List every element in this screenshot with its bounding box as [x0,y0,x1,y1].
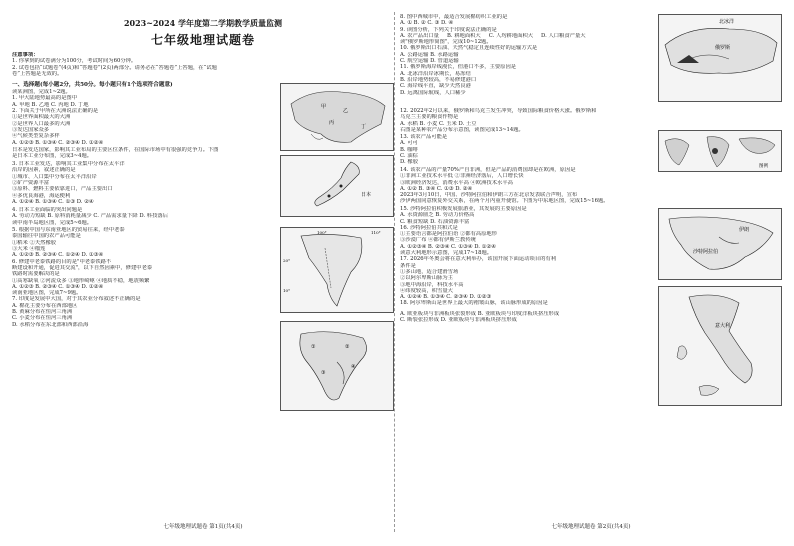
question-line: 读某洲图，完成1~2题。 [12,89,71,96]
question-line: A. 北冰洋沿岸冰期长，易冻结 [400,70,471,77]
question-line: A. 水稻 B. 小麦 C. 玉米 D. 土豆 [400,120,477,127]
southasia-map-graphic [281,322,393,410]
question-line: ③原料、燃料主要依靠进口，产品主要出口 [12,186,113,193]
option: A. 农产品出口量 [400,32,439,39]
map-label: ③ [321,370,326,377]
question-line: ①是世界面积最大的大洲 [12,114,71,121]
question-line: 16. 沙特阿拉伯共和式是 [400,224,458,231]
page-footer: 七年级地理试题卷 第2页(共4页) [551,524,631,530]
question-line: ①多山地，适合建滑雪场 [400,268,459,275]
question-line: ①高寒缺氧 ②河流众多 ③地形崎岖 ④地质不稳，地震频繁 [12,277,150,284]
question-line: 14. 该农产品的产量70%产自非洲，但是产品的消费国却是在欧洲，原因是 [400,167,576,173]
map-label: 沙特阿拉伯 [693,249,719,255]
italy-map-graphic [659,287,781,405]
map-label: 20° [283,258,291,264]
question-line: ③大米 ④榴莲 [12,246,46,253]
question-line: ③欧洲经济发达，消费水平高 ④欧洲技术水平高 [400,179,513,186]
map-label: 日本 [361,192,372,199]
page-divider [394,12,396,532]
question-line: 1. 甲大陆地势最高的是图中 [12,95,78,102]
question-line: A. 欧亚板块与非洲板块张裂形成 B. 亚欧板块与印度洋板块挤压形成 [400,311,560,317]
question-column [400,14,655,96]
question-line: A. 水资源匮乏 B. 劳动力价格高 [400,212,475,219]
map-label: 乙 [343,108,349,115]
question-line: ①非洲工业技术水平低 ②非洲经济落后，人口增长快 [400,173,524,180]
exam-header: 2023~2024 学年度第二学期教学质量监测 [123,18,283,28]
question-line: D. 橡胶 [400,159,419,166]
question-line: 8. 图中西城市中，最适合发展棉纺织工业的是 [400,14,508,20]
question-line: A. 甲地 B. 乙地 C. 丙地 D. 丁地 [12,101,89,108]
note-line: 1. 你拿到的试卷满分为100分，考试时间为60分钟。 [12,58,137,65]
option: C. 人均耕地面积大 [488,32,534,39]
question-line: 17. 2026年冬奥会将在意大利举办，该国开展下面运动项目的有利 [400,256,557,263]
question-column [400,206,655,307]
option: B. 耕地面积大 [446,32,481,39]
question-column [400,167,782,205]
map-southasia [280,321,394,411]
question-line: A. ①②④ B. ①③④ C. ①③ D. ②④ [12,198,94,205]
question-line: 泰国输往中国的农产品可能是 [12,233,81,240]
question-line: A. ①②③ B. ②③④ C. ①③④ D. ①②④ [12,283,104,290]
question-line: ②以阿尔卑斯山脉为主 [400,275,453,282]
question-line: 是日本工业分布图，完成3~4题。 [12,153,93,160]
mideast-map-graphic [659,209,781,279]
question-line: 读意大利地形示意图，完成17~18题。 [400,250,493,257]
exam-title: 七年级地理试题卷 [150,33,255,47]
question-line: ②是世界人口最多的大洲 [12,120,71,127]
question-line: 日本是发达国家，影响其工业布局的主要区位条件，在国际市场中有很强的竞争力。下图 [12,147,219,154]
map-label: 10° [283,288,291,294]
questions-area [400,14,782,514]
notes-heading: 注意事项： [12,52,39,58]
question-line: 条件是 [400,262,416,269]
question-line: A. ①②③ B. ①③④ C. ②③④ D. ①②④ [12,139,104,146]
map-asia [280,83,394,151]
question-line: ③地中海沿岸，科技水平高 [400,281,464,288]
question-line: 3. 日本工业发达，影响其工业集中分布在太平洋 [12,161,125,168]
map-label: 伊朗 [739,227,750,233]
question-line: C. 海岸线平直，缺少天然良港 [400,83,471,90]
question-line: ③发达国家众多 [12,126,50,133]
question-line: 沙伊两国同意恢复外交关系，在两个月内重开使馆。下图为中东地区图，完成15~16题。 [400,198,609,205]
exam-page-2 [400,12,782,532]
option: D. 人口粮食产量大 [541,32,586,39]
questions-area [12,89,394,509]
map-label: ④ [351,364,356,371]
question-column [12,161,267,205]
question-line: 读"俄罗斯地形简图"，完成10~12题。 [400,39,492,46]
question-line: C. 粮食短缺 D. 石油资源丰富 [400,218,470,225]
map-legend: 图例 [759,164,768,169]
asia-map-graphic [281,84,393,150]
question-line: 读中南半岛地区图，完成5~6题。 [12,219,93,226]
question-line: ①稻米 ②天然橡胶 [12,239,57,246]
question-line: A. ① B. ② C. ③ D. ④ [400,20,454,27]
question-line: D. 水稻分布在东北部和西部沿海 [12,321,89,328]
question-column [12,227,267,328]
question-line: 2023年3月10日，中国、沙特阿拉伯和伊朗三方在北京发表联合声明，宣布 [400,192,578,199]
exam-page-1 [12,12,394,532]
map-label: 110° [371,230,381,236]
question-column [12,89,267,146]
question-line: 沿岸的因素，叙述正确的是 [12,167,76,174]
map-mideast [658,208,782,280]
question-line: 4. 日本工业面临的突出问题是 [12,207,83,214]
question-line: A. ①②④ B. ①③④ C. ②③④ D. ①②③ [400,294,492,301]
question-line: B. 黄麻分布在恒河三角洲 [12,309,73,316]
map-label: 100° [317,230,327,236]
question-line: 10. 俄罗斯出口石油、天然气稳定且连续性好的运输方式是 [400,45,538,52]
indochina-map-graphic [281,228,393,312]
question-line: 断建设和开通，促进其交流"，以下自然因素中，修建中老泰 [12,264,153,271]
note-line: 2. 试卷包括“试题卷”(4页)和“答题卷”(2页)两部分。请务必在“答题卷”上答题，在“试题 [12,64,217,71]
map-label: ② [345,344,350,351]
question-line: 12. 2022年2月以来，俄罗斯和乌克兰发生冲突，导致国际粮食价格大涨。俄罗斯和 [400,108,597,114]
question-line: C. 断裂张拉形成 D. 亚欧板块与非洲板块挤压形成 [400,317,517,324]
question-line: 5. 根据中国与东南亚地区的贸易往来，经中老泰 [12,227,125,234]
question-line: 6. 修建中老泰铁路的目的是"中老泰铁路不 [12,258,112,265]
note-line: 卷”上答题是无效的。 [12,70,63,77]
map-label: 丙 [329,120,335,127]
map-japan [280,155,394,217]
map-label: 丁 [361,124,367,131]
question-line: 18. 阿尔卑斯山是世界上最大的褶皱山脉，该山脉形成的原因是 [400,300,548,307]
map-label: 甲 [321,104,327,111]
map-italy [658,286,782,406]
question-line: C. 小麦分布在恒河三角洲 [12,315,73,322]
question-line: ④纬度较高，积雪量大 [400,287,453,294]
map-russia [658,14,782,102]
question-line: 右图是某种农产品分布示意图，读图完成13~14题。 [400,126,524,133]
page-footer: 七年级地理试题卷 第1页(共4页) [163,524,243,530]
map-indochina [280,227,394,313]
question-line: A. ①②③ B. ②③④ C. ①②④ D. ①③④ [12,252,104,259]
japan-map-graphic [281,156,393,216]
question-column [400,134,655,165]
question-line: 11. 俄罗斯海岸线漫长，但港口不多，主要原因是 [400,64,517,71]
question-line: A. 公路运输 B. 水路运输 [400,51,459,58]
map-label: 俄罗斯 [715,45,731,51]
question-line: ③沙漠广布 ④都有伊斯兰教传统 [400,237,476,244]
question-line: 读南亚地区图，完成7~9题。 [12,290,82,297]
question-line: 7. 印度是发展中大国，对于其农业分布叙述不正确的是 [12,296,141,303]
question-line: 乌克兰主要的粮食作物是 [400,114,459,121]
world-map-graphic [659,131,781,171]
question-line: 2. 下面关于甲所在大洲说法正确的是 [12,108,99,115]
question-line: A. 可可 [400,140,418,147]
question-line: A. ①② B. ③④ C. ①③ D. ②④ [400,185,473,192]
question-line: ④多优良海港，海运便利 [12,192,71,199]
question-line: A. 劳动力短缺 B. 原料消耗量减少 C. 产品需求量下降 D. 科技落后 [12,213,168,220]
question-line: 15. 沙特阿拉伯积极发展旅游业，其发展的主要原因是 [400,206,527,212]
question-line: ①主要语言都是阿拉伯语 ②都有高原地形 [400,231,498,238]
question-line: 铁路时需要解决的是 [12,271,60,278]
russia-map-graphic [659,15,781,101]
question-line: A. ①②③④ B. ②③④ C. ①③④ D. ①②④ [400,243,496,250]
question-line: D. 远离国际航线，人口稀少 [400,89,466,96]
question-line: ④气候类型复杂多样 [12,133,60,140]
question-line: 13. 该农产品可能是 [400,134,448,140]
question-line: B. 咖啡 [400,146,418,153]
question-line: ②矿产资源丰富 [12,180,50,187]
map-label: 北冰洋 [719,19,735,25]
question-line: ①城市、人口集中分布在太平洋沿岸 [12,173,97,180]
question-line: C. 航空运输 D. 管道运输 [400,58,459,65]
question-line: B. 沿岸地势较高，不易修建港口 [400,76,477,83]
question-line: A. 棉花主要分布在西部地区 [12,302,78,309]
map-label: 意大利 [715,323,731,329]
question-line: 9. 读图分析，下列关于印度说法正确的是 [400,26,497,33]
map-label: ① [311,344,316,351]
section-heading: 一、选择题(每小题2分，共50分。每小题只有1个选项符合题意) [12,82,173,89]
question-line: C. 油棕 [400,152,418,159]
map-world-distribution [658,130,782,172]
